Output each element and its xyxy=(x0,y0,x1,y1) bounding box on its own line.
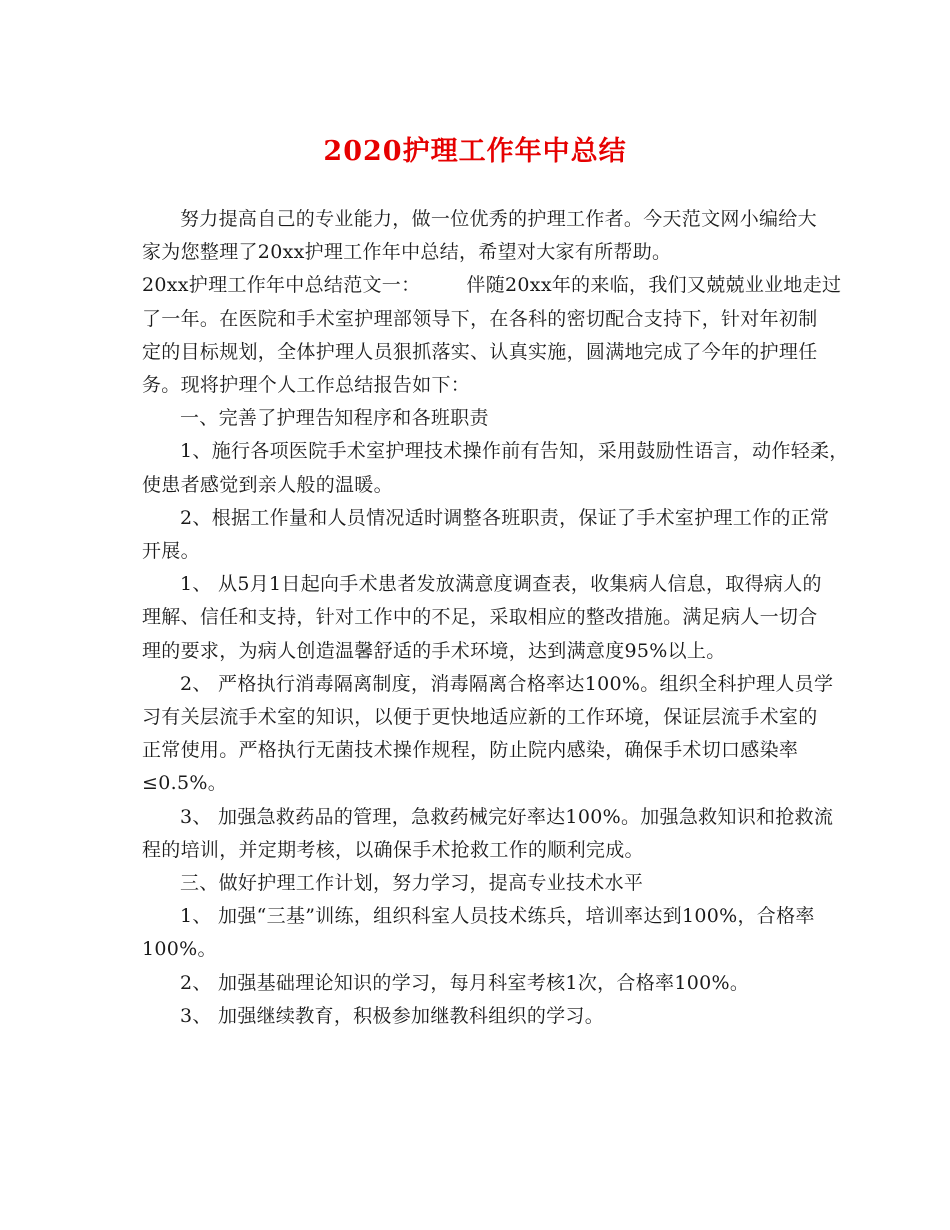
paragraph-line: 开展。 xyxy=(142,540,200,563)
section-heading: 一、完善了护理告知程序和各班职责 xyxy=(180,407,489,430)
paragraph-line: 努力提高自己的专业能力，做一位优秀的护理工作者。今天范文网小编给大 xyxy=(180,208,817,230)
paragraph-inline: 伴随20xx年的来临，我们又兢兢业业地走过 xyxy=(466,274,842,297)
paragraph-line: 2、根据工作量和人员情况适时调整各班职责，保证了手术室护理工作的正常 xyxy=(180,506,830,529)
paragraph-line: 了一年。在医院和手术室护理部领导下，在各科的密切配合支持下，针对年初制 xyxy=(142,307,818,330)
paragraph-line: ≤0.5%。 xyxy=(142,772,227,795)
paragraph-line xyxy=(142,269,842,302)
paragraph-line: 正常使用。严格执行无菌技术操作规程，防止院内感染，确保手术切口感染率 xyxy=(142,739,799,762)
paragraph-line: 程的培训，并定期考核，以确保手术抢救工作的顺利完成。 xyxy=(142,838,644,861)
section-heading-inline: 20xx护理工作年中总结范文一： xyxy=(142,274,421,297)
paragraph-line: 务。现将护理个人工作总结报告如下： xyxy=(142,374,471,397)
paragraph-line: 理的要求，为病人创造温馨舒适的手术环境，达到满意度95%以上。 xyxy=(142,639,726,662)
paragraph-line: 3、 加强继续教育，积极参加继教科组织的学习。 xyxy=(180,1004,605,1027)
paragraph-line: 家为您整理了20xx护理工作年中总结，希望对大家有所帮助。 xyxy=(142,241,672,264)
section-heading: 三、做好护理工作计划，努力学习，提高专业技术水平 xyxy=(180,872,644,895)
paragraph-line: 理解、信任和支持，针对工作中的不足，采取相应的整改措施。满足病人一切合 xyxy=(142,606,818,629)
paragraph-line: 1、 从5月1日起向手术患者发放满意度调查表，收集病人信息，取得病人的 xyxy=(180,573,822,596)
paragraph-line: 使患者感觉到亲人般的温暖。 xyxy=(142,473,393,496)
paragraph-line: 100%。 xyxy=(142,938,217,961)
paragraph-line: 习有关层流手术室的知识，以便于更快地适应新的工作环境，保证层流手术室的 xyxy=(142,706,818,729)
document-title: 2020护理工作年中总结 xyxy=(323,136,627,167)
paragraph-line: 2、 严格执行消毒隔离制度，消毒隔离合格率达100%。组织全科护理人员学 xyxy=(180,672,834,695)
paragraph-line: 定的目标规划，全体护理人员狠抓落实、认真实施，圆满地完成了今年的护理任 xyxy=(142,340,818,363)
paragraph-line: 1、施行各项医院手术室护理技术操作前有告知，采用鼓励性语言，动作轻柔， xyxy=(180,440,849,463)
paragraph-line: 2、 加强基础理论知识的学习，每月科室考核1次，合格率100%。 xyxy=(180,971,750,994)
paragraph-line: 1、 加强“三基”训练，组织科室人员技术练兵，培训率达到100%，合格率 xyxy=(180,905,815,928)
paragraph-line: 3、 加强急救药品的管理，急救药械完好率达100%。加强急救知识和抢救流 xyxy=(180,805,834,828)
document-body xyxy=(142,203,849,1033)
